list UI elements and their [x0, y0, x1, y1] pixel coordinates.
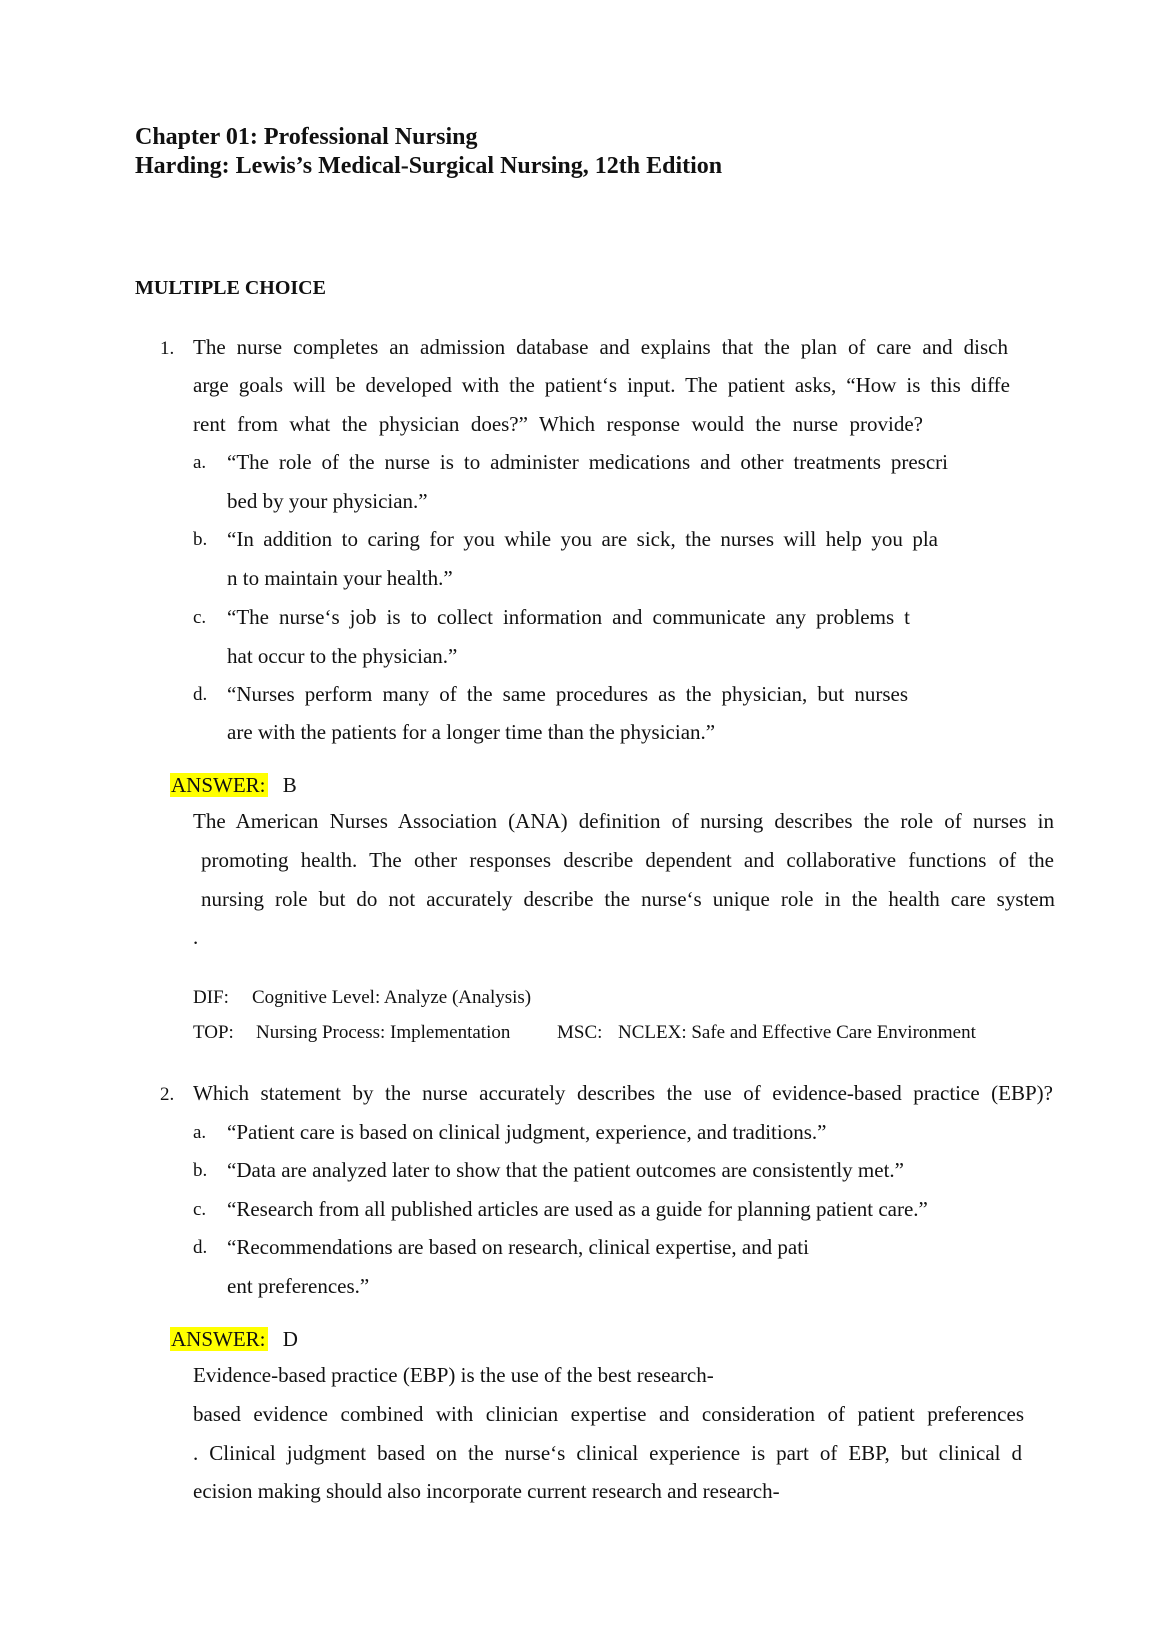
rationale-line: . Clinical judgment based on the nurse‘s clinical experience is part of EBP, but clinical d — [193, 1441, 1022, 1465]
rationale-line: Evidence-based practice (EBP) is the use of the best research- — [193, 1363, 714, 1387]
question-number: 1. — [160, 338, 175, 359]
rationale-line: nursing role but do not accurately describe the nurse‘s unique role in the health care system — [201, 887, 1055, 911]
option-text-line: hat occur to the physician.” — [227, 644, 458, 668]
question-stem-line: arge goals will be developed with the patient‘s input. The patient asks, “How is this diffe — [193, 373, 1010, 397]
answer-row — [170, 772, 297, 798]
rationale-line: The American Nurses Association (ANA) definition of nursing describes the role of nurses in — [193, 809, 1054, 833]
option-letter: c. — [193, 1199, 207, 1220]
top-value: Nursing Process: Implementation — [256, 1022, 511, 1043]
option-letter: c. — [193, 607, 207, 628]
option-letter: a. — [193, 452, 207, 473]
question-number: 2. — [160, 1084, 175, 1105]
question-stem-line: Which statement by the nurse accurately describes the use of evidence-based practice (EBP)? — [193, 1081, 1053, 1105]
option-text-line: “Nurses perform many of the same procedures as the physician, but nurses — [227, 682, 908, 706]
top-label: TOP: — [193, 1022, 234, 1043]
option-text-line: “Recommendations are based on research, clinical expertise, and pati — [227, 1235, 809, 1259]
option-letter: b. — [193, 1160, 208, 1181]
option-letter: b. — [193, 529, 208, 550]
rationale-line: . — [193, 925, 199, 949]
msc-value: NCLEX: Safe and Effective Care Environment — [618, 1022, 976, 1043]
option-letter: a. — [193, 1122, 207, 1143]
answer-label: ANSWER: — [171, 773, 266, 797]
book-title: Harding: Lewis’s Medical-Surgical Nursing, 12th Edition — [135, 153, 723, 179]
option-text-line: “Data are analyzed later to show that the patient outcomes are consistently met.” — [227, 1158, 904, 1182]
option-letter: d. — [193, 684, 208, 705]
option-text-line: “Research from all published articles are used as a guide for planning patient care.” — [227, 1197, 928, 1221]
option-text-line: “Patient care is based on clinical judgment, experience, and traditions.” — [227, 1120, 827, 1144]
option-text-line: “In addition to caring for you while you are sick, the nurses will help you pla — [227, 527, 938, 551]
option-text-line: “The role of the nurse is to administer medications and other treatments prescri — [227, 450, 948, 474]
answer-label: ANSWER: — [171, 1327, 266, 1351]
question-stem-line: rent from what the physician does?” Which response would the nurse provide? — [193, 412, 923, 436]
rationale-line: promoting health. The other responses describe dependent and collaborative functions of the — [201, 848, 1054, 872]
option-text-line: bed by your physician.” — [227, 489, 428, 513]
question-stem-line: The nurse completes an admission database and explains that the plan of care and disch — [193, 335, 1008, 359]
answer-row — [170, 1326, 298, 1352]
answer-value: B — [282, 773, 297, 797]
rationale-line: ecision making should also incorporate current research and research- — [193, 1479, 780, 1503]
msc-label: MSC: — [557, 1022, 603, 1043]
section-title: MULTIPLE CHOICE — [135, 277, 326, 299]
option-text-line: ent preferences.” — [227, 1274, 370, 1298]
rationale-line: based evidence combined with clinician expertise and consideration of patient preferences — [193, 1402, 1024, 1426]
option-text-line: n to maintain your health.” — [227, 566, 453, 590]
option-text-line: “The nurse‘s job is to collect information and communicate any problems t — [227, 605, 910, 629]
answer-value: D — [282, 1327, 298, 1351]
option-letter: d. — [193, 1237, 208, 1258]
dif-label: DIF: — [193, 987, 229, 1008]
chapter-title: Chapter 01: Professional Nursing — [135, 124, 478, 150]
option-text-line: are with the patients for a longer time than the physician.” — [227, 720, 716, 744]
dif-value: Cognitive Level: Analyze (Analysis) — [252, 987, 532, 1008]
